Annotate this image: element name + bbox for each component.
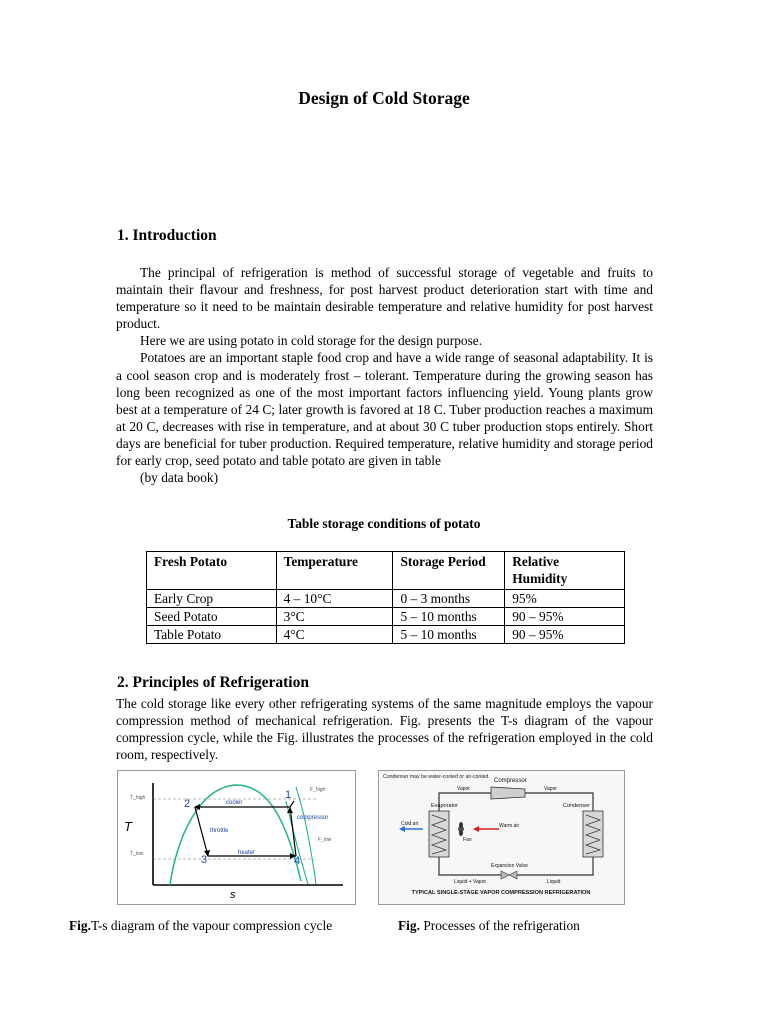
table-caption: Table storage conditions of potato [287,516,481,531]
table-row [147,590,625,608]
introduction-body [116,264,653,486]
compressor-label: compressor [297,815,329,821]
compressor-label: Compressor [494,778,527,784]
heater-label: heater [238,850,256,856]
point-4: 4 [294,855,301,867]
expansion-valve-label: Expansion Valve [491,863,528,869]
evaporator-label: Evaporator [431,803,458,809]
figure1-caption-text: T-s diagram of the vapour compression cycle [90,918,333,933]
table-row [147,608,625,626]
refrigeration-schematic-figure [378,770,625,905]
principles-body [116,695,653,763]
f-low-label: F_low [318,837,332,843]
table-cell: 3°C [276,608,393,626]
table-cell: 4°C [276,626,393,644]
point-2: 2 [184,798,191,810]
table-cell: 0 – 3 months [393,590,505,608]
liquid-label: Liquid [547,879,561,885]
section-heading-introduction: 1. Introduction [117,227,217,244]
s-axis-label: s [230,889,236,901]
compressor-shape [491,787,525,799]
f-high-label: F_high [310,787,326,793]
figure2-caption [398,918,580,934]
condenser-note: Condenser may be water-cooled or air-cooled. [383,774,490,780]
compressor-path [290,807,296,856]
column-header: Storage Period [393,552,505,590]
warm-air-label: Warm air [499,823,520,829]
column-header: Relative Humidity [505,552,625,590]
refrigeration-schematic [379,771,624,904]
table-cell: 90 – 95% [505,608,625,626]
data-book-note: (by data book) [140,470,219,486]
figure2-caption-text: Processes of the refrigeration [423,918,580,933]
column-header: Temperature [276,552,393,590]
table-cell: Table Potato [147,626,277,644]
figure1-caption-prefix: Fig. [69,918,91,933]
schematic-title: TYPICAL SINGLE-STAGE VAPOR COMPRESSION REFRIGERATION [411,890,591,896]
cold-air-label: Cold air [401,821,419,827]
point-3: 3 [201,854,208,866]
fan-label: Fan [463,837,472,843]
point-1: 1 [285,789,292,801]
intro-paragraph: Potatoes are an important staple food crop and have a wide range of seasonal adaptability. It is a cool season crop and is moderately frost – tolerant. Temperature during the growing season has long been recognized as one of the most important factors influencing yield. Young plants grow best at a temperature of 24 C; later growth is favored at 18 C. Tuber production reaches a maximum at 20 C, decreases with rise in temperature, and at about 30 C tuber production stops entirely. Short days are beneficial for tuber production. Required temperature, relative humidity and storage period for early crop, seed potato and table potato are given in table [116,350,653,469]
table-row [147,626,625,644]
throttle-label: throttle [210,828,229,834]
throttle-path [195,807,208,856]
intro-paragraph: Here we are using potato in cold storage for the design purpose. [140,333,483,349]
principles-paragraph: The cold storage like every other refrigerating systems of the same magnitude employs the vapour compression method of mechanical refrigeration. Fig. presents the T-s diagram of the vapour compression cycle, while the Fig. illustrates the processes of the refrigeration employed in the cold room, respectively. [116,696,653,763]
t-low-label: T_low [130,851,144,857]
storage-conditions-table [146,551,625,644]
table-cell: Early Crop [147,590,277,608]
ts-diagram-figure [117,770,356,905]
t-axis-label: T [124,819,132,834]
table-cell: 4 – 10°C [276,590,393,608]
isobar-high [296,787,316,884]
ts-diagram [118,771,355,904]
table-cell: 5 – 10 months [393,626,505,644]
cycle-line [290,801,294,807]
table-cell: Seed Potato [147,608,277,626]
table-cell: 90 – 95% [505,626,625,644]
section-heading-principles: 2. Principles of Refrigeration [117,674,309,691]
table-cell: 95% [505,590,625,608]
vapor-label-right: Vapor [544,786,557,792]
condenser-label: Condenser [563,803,590,809]
intro-paragraph: The principal of refrigeration is method of successful storage of vegetable and fruits to maintain their flavour and freshness, for post harvest product deterioration start with time and temperature so it need to be maintain desirable temperature and relative humidity for post harvest product. [116,265,653,332]
t-high-label: T_high [130,795,146,801]
liquid-vapor-label: Liquid + Vapor [454,879,487,885]
page-title: Design of Cold Storage [298,88,470,108]
vapor-label-left: Vapor [457,786,470,792]
table-cell: 5 – 10 months [393,608,505,626]
table-header-row [147,552,625,590]
column-header: Fresh Potato [147,552,277,590]
figure2-caption-prefix: Fig. [398,918,420,933]
figure1-caption [69,918,332,934]
cooler-label: cooler [226,800,243,806]
